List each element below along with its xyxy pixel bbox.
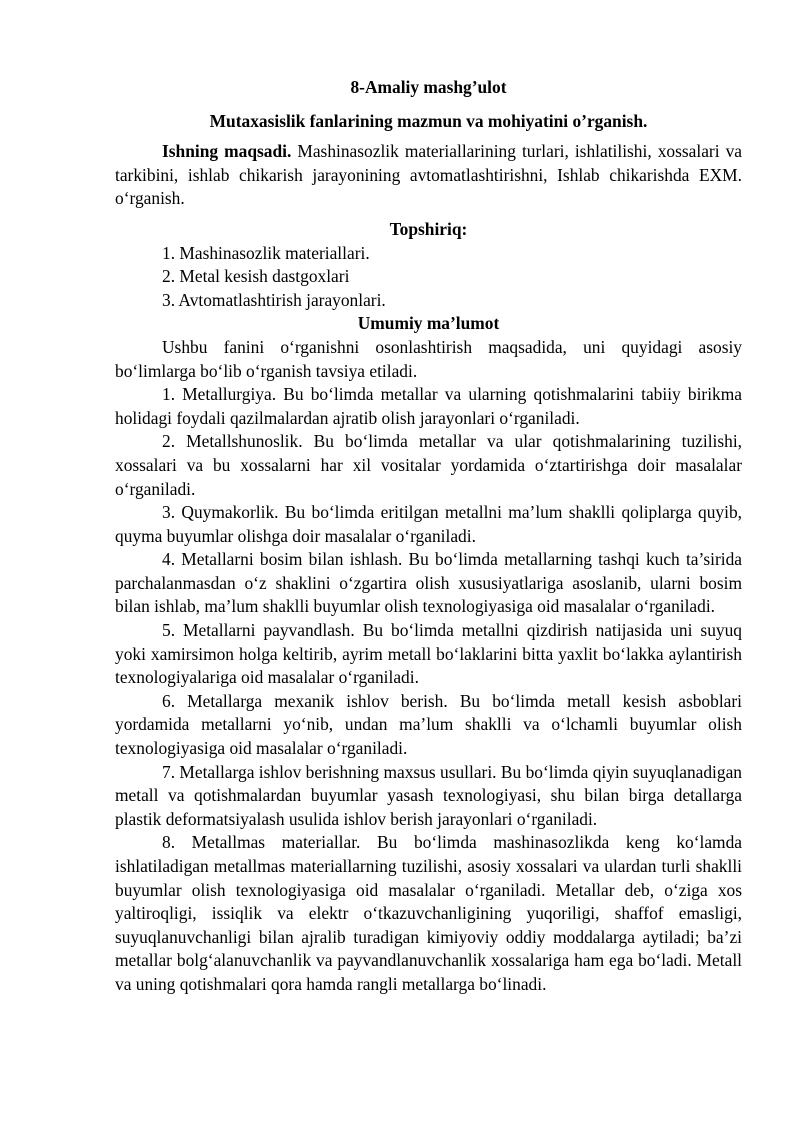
goal-text: Mashinasozlik materiallarining turlari, ishlatilishi, xossalari va tarkibini, ishlab chikarish jarayonining avtomatlashtirishni, Ishlab chikarishda EXM. o‘rganish. (115, 141, 743, 209)
page-title: 8-Amaliy mashg’ulot (350, 77, 507, 97)
goal-paragraph (115, 140, 742, 211)
task-list (115, 242, 742, 313)
body-paragraph: 2. Metallshunoslik. Bu bo‘limda metallar va ular qotishmalarining tuzilishi, xossalari va bu xossalarni har xil vositalar yordamida o‘ztartirishga doir masalalar o‘rganiladi. (115, 431, 742, 499)
body-paragraph: 5. Metallarni payvandlash. Bu bo‘limda metallni qizdirish natijasida uni suyuq yoki xamirsimon holga keltirib, ayrim metall bo‘laklarini bitta yaxlit bo‘lakka aylantirish texnologiyalariga oid masalalar o‘rganiladi. (115, 620, 742, 688)
goal-label: Ishning maqsadi. (162, 141, 292, 162)
body-paragraph: 3. Quymakorlik. Bu bo‘limda eritilgan metallni ma’lum shaklli qoliplarga quyib, quyma buyumlar olishga doir masalalar o‘rganiladi. (115, 502, 742, 546)
task-heading: Topshiriq: (389, 218, 468, 239)
document-page (115, 76, 742, 997)
body-paragraph: 7. Metallarga ishlov berishning maxsus usullari. Bu bo‘limda qiyin suyuqlanadigan metall va qotishmalardan buyumlar yasash texnologiyasi, shu bilan birga detallarga plastik deformatsiyalash usulida ishlov berish jarayonlari o‘rganiladi. (115, 761, 742, 829)
task-item: 1. Mashinasozlik materiallari. (162, 242, 370, 263)
body-paragraph: 8. Metallmas materiallar. Bu bo‘limda mashinasozlikda keng ko‘lamda ishlatiladigan metallmas materiallarning tuzilishi, asosiy xossalari va ulardan turli shaklli buyumlar olish texnologiyasiga oid masalalar o‘rganiladi. Metallar deb, o‘ziga xos yaltiroqligi, issiqlik va elektr o‘tkazuvchanligining yuqoriligi, shaffof emasligi, suyuqlanuvchanligi bilan ajralib turadigan kimiyoviy oddiy moddalarga aytiladi; ba’zi metallar bolg‘alanuvchanlik va payvandlanuvchanlik xossalariga ham ega bo‘ladi. Metall va uning qotishmalari qora hamda rangli metallarga bo‘linadi. (115, 832, 742, 994)
body-paragraph: 4. Metallarni bosim bilan ishlash. Bu bo‘limda metallarning tashqi kuch ta’sirida parchalanmasdan o‘z shaklini o‘zgartira olish xususiyatlariga asoslanib, ularni bosim bilan ishlab, ma’lum shaklli buyumlar olish texnologiyasiga oid masalalar o‘rganiladi. (115, 549, 742, 617)
task-item: 3. Avtomatlashtirish jarayonlari. (162, 289, 386, 310)
body-paragraph: Ushbu fanini o‘rganishni osonlashtirish maqsadida, uni quyidagi asosiy bo‘limlarga bo‘lib o‘rganish tavsiya etiladi. (115, 336, 742, 381)
info-heading: Umumiy ma’lumot (357, 313, 500, 334)
page-subtitle: Mutaxasislik fanlarining mazmun va mohiyatini o’rganish. (209, 110, 648, 131)
body-paragraph: 1. Metallurgiya. Bu bo‘limda metallar va ularning qotishmalarini tabiiy birikma holidagi foydali qazilmalardan ajratib olish jarayonlari o‘rganiladi. (115, 384, 742, 428)
body-paragraph: 6. Metallarga mexanik ishlov berish. Bu bo‘limda metall kesish asboblari yordamida metallarni yo‘nib, undan ma’lum shaklli va o‘lchamli buyumlar olish texnologiyasiga oid masalalar o‘rganiladi. (115, 690, 742, 759)
task-item: 2. Metal kesish dastgoxlari (162, 266, 350, 287)
